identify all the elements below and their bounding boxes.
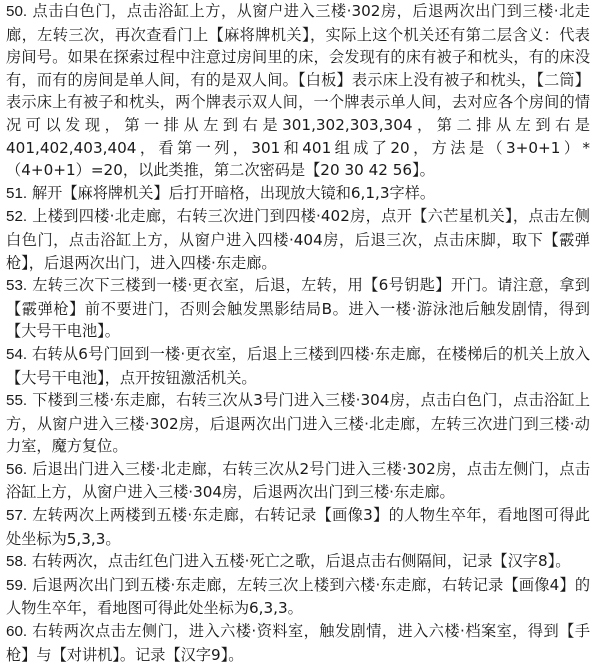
step-text: 后退两次出门到五楼·东走廊，左转三次上楼到六楼·东走廊，右转记录【画像4】的人物生卒年，看地图可得此处坐标为6,3,3。 (6, 575, 591, 618)
step-56 (6, 458, 590, 504)
step-50 (6, 0, 590, 182)
step-text: 右转两次点击左侧门，进入六楼·资料室，触发剧情，进入六楼·档案室，得到【手枪】与【对讲机】。记录【汉字9】。 (6, 622, 591, 664)
step-text: 点击白色门，点击浴缸上方，从窗户进入三楼·302房，后退两次出门到三楼·北走廊，左转三次，再次查看门上【麻将牌机关】，实际上这个机关还有第二层含义：代表房间号。如果在探索过程中注意过房间里的床，会发现有的床有被子和枕头，有的床没有，而有的房间是单人间，有的是双人间。【白板】表示床上没有被子和枕头，【二筒】表示床上有被子和枕头，两个牌表示双人间，一个牌表示单人间，去对应各个房间的情况可以发现，第一排从左到右是301,302,303,304，第二排从左到右是401,402,403,404，看第一列，301和401组成了20，方法是（3+0+1）*（4+0+1）=20，以此类推，第二次密码是【20 30 42 56】。 (6, 2, 590, 180)
step-number: 54. (6, 345, 28, 363)
step-text: 上楼到四楼·北走廊，右转三次进门到四楼·402房，点开【六芒星机关】，点击左侧白色门，点击浴缸上方，从窗户进入四楼·404房，后退三次，点击床脚，取下【霰弹枪】，后退两次出门，进入四楼·东走廊。 (6, 207, 590, 272)
step-51 (6, 182, 590, 206)
step-60 (6, 620, 590, 666)
step-text: 左转两次上两楼到五楼·东走廊，右转记录【画像3】的人物生卒年，看地图可得此处坐标为5,3,3。 (6, 506, 590, 548)
step-text: 左转三次下三楼到一楼·更衣室，后退，左转，用【6号钥匙】开门。请注意，拿到【霰弹枪】前不要进门，否则会触发黑影结局B。进入一楼·游泳池后触发剧情，得到【大号干电池】。 (6, 276, 590, 341)
step-59 (6, 574, 590, 620)
step-text: 下楼到三楼·东走廊，右转三次从3号门进入三楼·304房，点击白色门，点击浴缸上方，从窗户进入三楼·302房，后退两次出门进入三楼·北走廊，左转三次进门到三楼·动力室，魔方复位。 (6, 391, 591, 456)
step-number: 58. (6, 553, 28, 571)
step-number: 60. (6, 623, 28, 641)
step-number: 56. (6, 460, 28, 478)
step-text: 解开【麻将牌机关】后打开暗格，出现放大镜和6,1,3字样。 (31, 183, 436, 202)
step-number: 53. (6, 277, 28, 295)
step-text: 后退出门进入三楼·北走廊，右转三次从2号门进入三楼·302房，点击左侧门，点击浴缸上方，从窗户进入三楼·304房，后退两次出门到三楼·东走廊。 (6, 459, 591, 502)
step-number: 59. (6, 576, 28, 594)
step-number: 51. (6, 184, 28, 202)
step-number: 55. (6, 392, 28, 410)
step-52 (6, 205, 590, 274)
step-53 (6, 274, 590, 343)
step-number: 52. (6, 208, 28, 226)
step-number: 57. (6, 507, 28, 525)
step-number: 50. (6, 3, 28, 20)
step-text: 右转两次，点击红色门进入五楼·死亡之歌，后退点击右侧隔间，记录【汉字8】。 (31, 552, 571, 571)
step-54 (6, 343, 590, 389)
step-text: 右转从6号门回到一楼·更衣室，后退上三楼到四楼·东走廊，在楼梯后的机关上放入【大号干电池】，点开按钮激活机关。 (6, 344, 591, 387)
step-57 (6, 504, 590, 550)
step-58 (6, 550, 590, 574)
step-55 (6, 389, 590, 458)
